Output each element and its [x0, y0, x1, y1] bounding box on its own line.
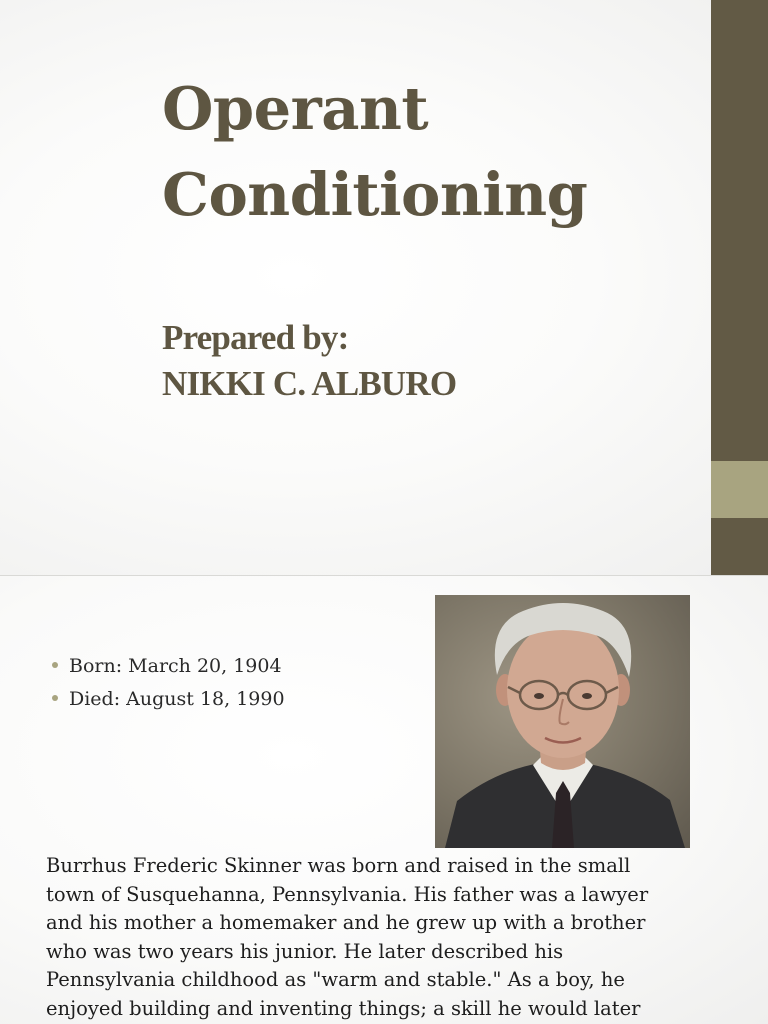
slide-title	[162, 66, 682, 238]
bullet-text-died: Died: August 18, 1990	[69, 688, 285, 710]
slide-title-line-2: Conditioning	[162, 160, 588, 229]
biography-paragraph	[46, 852, 706, 1023]
bullet-text-born: Born: March 20, 1904	[69, 655, 282, 677]
bio-line: and his mother a homemaker and he grew up with a brother	[46, 911, 646, 934]
bullet-item-born	[52, 650, 285, 683]
bio-line: who was two years his junior. He later described his	[46, 939, 564, 963]
bullet-dot-icon	[52, 695, 58, 701]
author-name: NIKKI C. ALBURO	[162, 364, 457, 403]
bio-line: Burrhus Frederic Skinner was born and raised in the small	[46, 854, 631, 877]
prepared-by-label: Prepared by:	[162, 318, 349, 357]
bio-line: town of Susquehanna, Pennsylvania. His father was a lawyer	[46, 882, 649, 906]
portrait-photo	[435, 595, 690, 848]
portrait-illustration	[435, 595, 690, 848]
sidebar-accent-square	[711, 461, 768, 518]
bullet-dot-icon	[52, 662, 58, 668]
bio-line: enjoyed building and inventing things; a skill he would later	[46, 996, 641, 1020]
slide-subtitle	[162, 315, 682, 407]
bullet-item-died	[52, 683, 285, 716]
slide-title-line-1: Operant	[162, 74, 429, 143]
bio-line: Pennsylvania childhood as "warm and stable." As a boy, he	[46, 968, 625, 991]
bullet-list	[52, 650, 285, 716]
